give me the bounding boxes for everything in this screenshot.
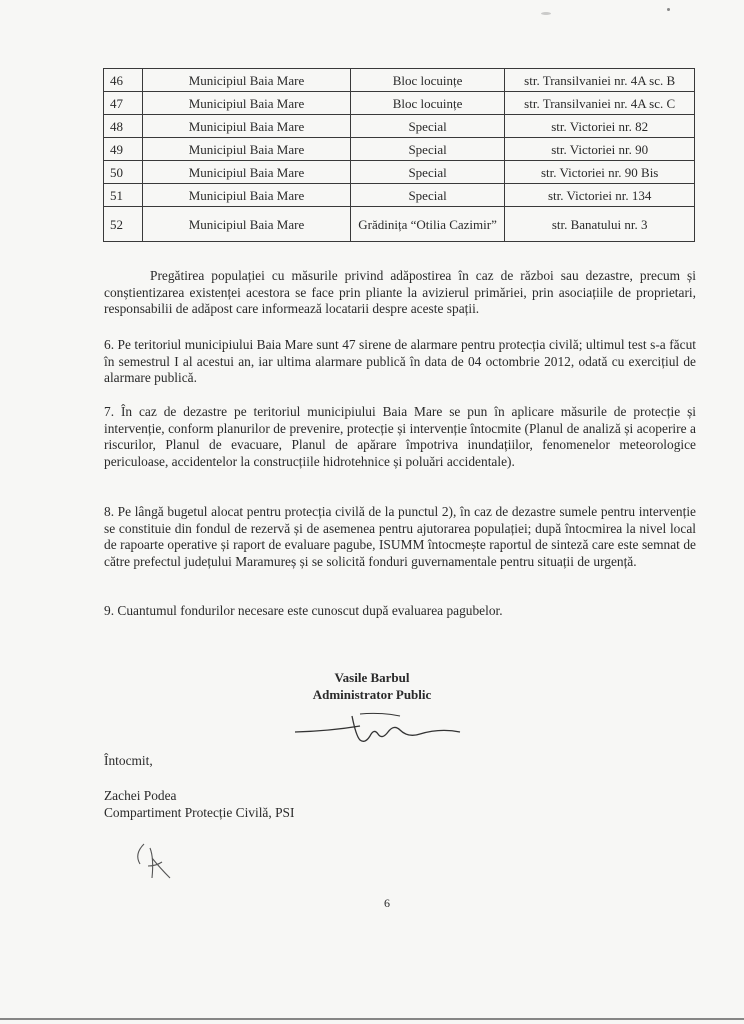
- row-shelter-type: Grădinița “Otilia Cazimir”: [350, 207, 505, 242]
- initials-mark: [130, 838, 190, 884]
- table-row: [104, 138, 695, 161]
- row-shelter-type: Special: [350, 184, 505, 207]
- row-number: 51: [104, 184, 143, 207]
- row-address: str. Transilvaniei nr. 4A sc. C: [505, 92, 695, 115]
- row-number: 52: [104, 207, 143, 242]
- row-address: str. Transilvaniei nr. 4A sc. B: [505, 69, 695, 92]
- row-municipality: Municipiul Baia Mare: [143, 207, 351, 242]
- scan-speck: [667, 8, 670, 11]
- table-row: [104, 92, 695, 115]
- signatory-name: Vasile Barbul: [334, 670, 410, 685]
- table-row: [104, 161, 695, 184]
- row-municipality: Municipiul Baia Mare: [143, 161, 351, 184]
- row-number: 47: [104, 92, 143, 115]
- paragraph-6: 6. Pe teritoriul municipiului Baia Mare sunt 47 sirene de alarmare pentru protecția civilă; ultimul test s-a făcut în semestrul I al acestui an, iar ultima alarmare publică în data de 04 octombrie 2012, odată cu exercițiul de alarmare publică.: [104, 337, 696, 386]
- row-shelter-type: Bloc locuințe: [350, 92, 505, 115]
- table-row: [104, 69, 695, 92]
- row-number: 50: [104, 161, 143, 184]
- row-municipality: Municipiul Baia Mare: [143, 92, 351, 115]
- page-number: 6: [384, 896, 390, 910]
- prepared-name: Zachei Podea: [104, 788, 177, 803]
- row-address: str. Victoriei nr. 90 Bis: [505, 161, 695, 184]
- row-address: str. Banatului nr. 3: [505, 207, 695, 242]
- shelters-table: [103, 68, 695, 242]
- scan-speck: [541, 12, 551, 15]
- paragraph-7: 7. În caz de dezastre pe teritoriul municipiului Baia Mare se pun în aplicare măsurile de protecție și intervenție, conform planurilor de prevenire, protecție și intervenție întocmite (Planul de analiză și acoperire a riscurilor, Planul de evacuare, Planul de apărare împotriva inundațiilor, fenomenelor meteorologice periculoase, accidentelor la construcțiile hidrotehnice și poluări accidentale).: [104, 404, 696, 469]
- paragraph-intro: Pregătirea populației cu măsurile privind adăpostirea în caz de război sau dezastre, precum și conștientizarea existenței acestora se face prin pliante la avizierul primăriei, prin asociațiile de proprietari, responsabilii de adăpost care informează locatarii despre aceste spații.: [104, 268, 696, 317]
- row-municipality: Municipiul Baia Mare: [143, 184, 351, 207]
- row-address: str. Victoriei nr. 90: [505, 138, 695, 161]
- paragraph-8: 8. Pe lângă bugetul alocat pentru protecția civilă de la punctul 2), în caz de dezastre sumele pentru intervenție se constituie din fondul de rezervă și de asemenea pentru ajutorarea populației; după întocmirea la nivel local de rapoarte operative și raport de evaluare pagube, ISUMM întocmește raportul de sinteză care este semnat de către prefectul județului Maramureș și se solicită fonduri guvernamentale pentru situații de urgență.: [104, 504, 696, 569]
- row-shelter-type: Special: [350, 115, 505, 138]
- row-municipality: Municipiul Baia Mare: [143, 138, 351, 161]
- signatory-title: Administrator Public: [312, 687, 432, 702]
- table-row: [104, 207, 695, 242]
- row-shelter-type: Special: [350, 161, 505, 184]
- row-number: 46: [104, 69, 143, 92]
- scan-edge-line: [0, 1018, 744, 1020]
- row-municipality: Municipiul Baia Mare: [143, 115, 351, 138]
- paragraph-9: 9. Cuantumul fondurilor necesare este cunoscut după evaluarea pagubelor.: [104, 603, 503, 618]
- row-address: str. Victoriei nr. 82: [505, 115, 695, 138]
- row-number: 48: [104, 115, 143, 138]
- table-row: [104, 115, 695, 138]
- signature-image: [290, 706, 470, 746]
- row-municipality: Municipiul Baia Mare: [143, 69, 351, 92]
- row-shelter-type: Special: [350, 138, 505, 161]
- prepared-department: Compartiment Protecție Civilă, PSI: [104, 805, 295, 820]
- row-number: 49: [104, 138, 143, 161]
- table-row: [104, 184, 695, 207]
- row-shelter-type: Bloc locuințe: [350, 69, 505, 92]
- row-address: str. Victoriei nr. 134: [505, 184, 695, 207]
- prepared-label: Întocmit,: [104, 753, 153, 768]
